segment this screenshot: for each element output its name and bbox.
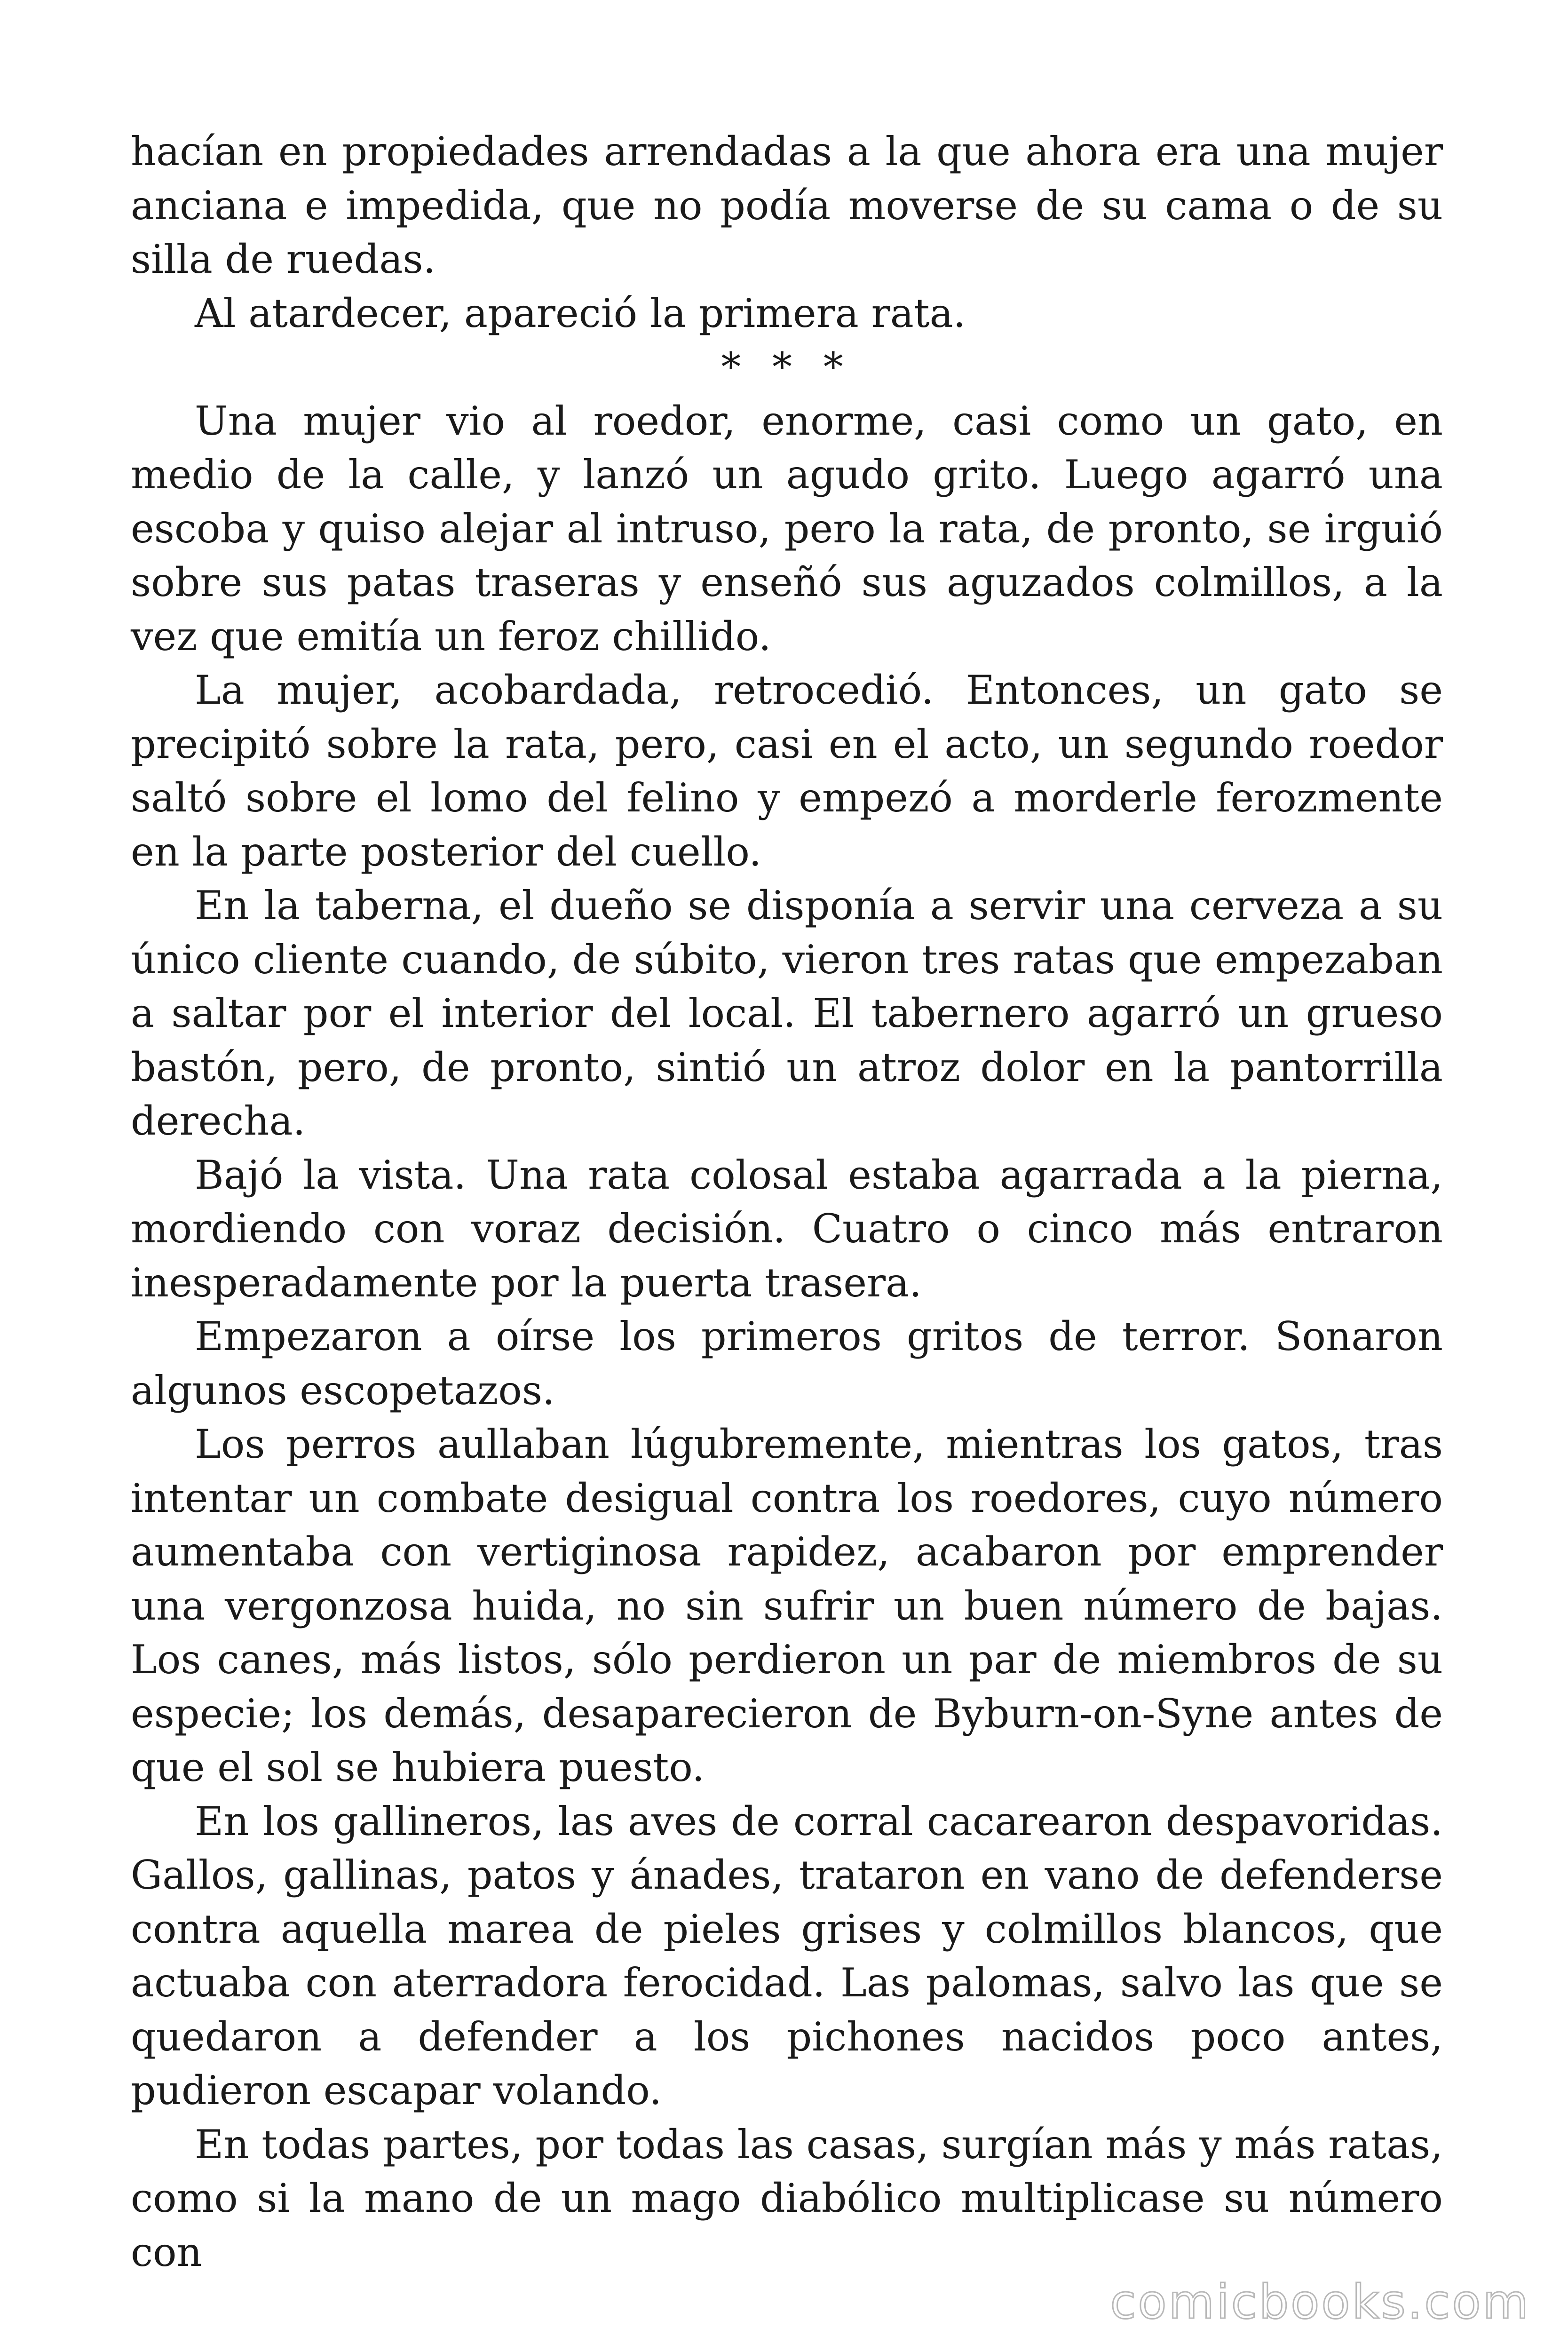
- paragraph: En todas partes, por todas las casas, surgían más y más ratas, como si la mano de un mago diabólico multiplicase su número con: [131, 2121, 1443, 2275]
- scene-break: * * *: [721, 344, 853, 390]
- page-body: [131, 125, 1443, 2279]
- paragraph: En la taberna, el dueño se disponía a servir una cerveza a su único cliente cuando, de súbito, vieron tres ratas que empezaban a saltar por el interior del local. El tabernero agarró un grueso bastón, pero, de pronto, sintió un atroz dolor en la pantorrilla derecha.: [131, 882, 1443, 1144]
- paragraph: Los perros aullaban lúgubremente, mientras los gatos, tras intentar un combate desigual contra los roedores, cuyo número aumentaba con vertiginosa rapidez, acabaron por emprender una vergonzosa huida, no sin sufrir un buen número de bajas. Los canes, más listos, sólo perdieron un par de miembros de su especie; los demás, desaparecieron de Byburn-on-Syne antes de que el sol se hubiera puesto.: [131, 1421, 1443, 1790]
- paragraph: Empezaron a oírse los primeros gritos de terror. Sonaron algunos escopetazos.: [131, 1313, 1443, 1414]
- paragraph: hacían en propiedades arrendadas a la que ahora era una mujer anciana e impedida, que no podía moverse de su cama o de su silla de ruedas.: [131, 128, 1443, 282]
- paragraph: La mujer, acobardada, retrocedió. Entonces, un gato se precipitó sobre la rata, pero, casi en el acto, un segundo roedor saltó sobre el lomo del felino y empezó a morderle ferozmente en la parte posterior del cuello.: [131, 667, 1443, 875]
- paragraph: En los gallineros, las aves de corral cacarearon despavoridas. Gallos, gallinas, patos y ánades, trataron en vano de defenderse contra aquella marea de pieles grises y colmillos blancos, que actuaba con aterradora ferocidad. Las palomas, salvo las que se quedaron a defender a los pichones nacidos poco antes, pudieron escapar volando.: [131, 1798, 1443, 2114]
- paragraph: Al atardecer, apareció la primera rata.: [195, 290, 966, 336]
- watermark: comicbooks.com: [1110, 2274, 1530, 2329]
- paragraph: Una mujer vio al roedor, enorme, casi como un gato, en medio de la calle, y lanzó un agudo grito. Luego agarró una escoba y quiso alejar al intruso, pero la rata, de pronto, se irguió sobre sus patas traseras y enseñó sus aguzados colmillos, a la vez que emitía un feroz chillido.: [131, 397, 1443, 660]
- paragraph: Bajó la vista. Una rata colosal estaba agarrada a la pierna, mordiendo con voraz decisión. Cuatro o cinco más entraron inesperadamente por la puerta trasera.: [131, 1152, 1443, 1306]
